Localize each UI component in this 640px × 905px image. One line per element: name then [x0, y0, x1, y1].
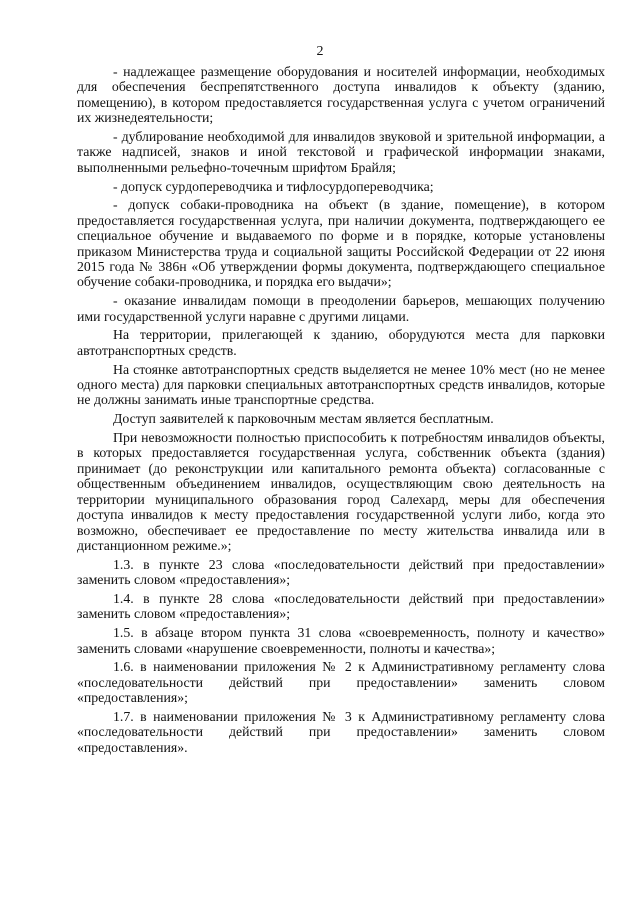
paragraph-sign-interpreter: - допуск сурдопереводчика и тифлосурдопереводчика; [113, 178, 434, 194]
paragraph-item-1-6: 1.6. в наименовании приложения № 2 к Административному регламенту слова «последовательности действий при предоставлении» заменить словом «предоставления»; [77, 659, 605, 706]
paragraph-item-1-3: 1.3. в пункте 23 слова «последовательности действий при предоставлении» заменить словом «предоставления»; [77, 556, 605, 588]
paragraph-parking-area: На территории, прилегающей к зданию, оборудуются места для парковки автотранспортных средств. [77, 327, 605, 358]
paragraph-braille-duplication: - дублирование необходимой для инвалидов звуковой и зрительной информации, а также надписей, знаков и иной текстовой и графической информации знаками, выполненными рельефно-точечным шрифтом Брайля; [77, 129, 605, 175]
paragraph-parking-free: Доступ заявителей к парковочным местам является бесплатным. [113, 411, 494, 427]
paragraph-accessibility-measures: При невозможности полностью приспособить к потребностям инвалидов объекты, в которых предоставляется государственная услуга, собственник объекта (здания) принимает (до реконструкции или капитального ремонта объекта) согласованные с общественным объединением инвалидов, осуществляющим свою деятельность на территории муниципального образования город Салехард, меры для обеспечения доступа инвалидов к месту предоставления государственной услуги либо, когда это возможно, обеспечивает ее предоставление по месту жительства инвалида или в дистанционном режиме.»; [77, 430, 605, 553]
paragraph-guide-dog: - допуск собаки-проводника на объект (в здание, помещение), в котором предоставляется государственная услуга, при наличии документа, подтверждающего ее специальное обучение и выдаваемого по форме и в порядке, которые установлены приказом Министерства труда и социальной защиты Российской Федерации от 22 июня 2015 года № 386н «Об утверждении формы документа, подтверждающего специальное обучение собаки-проводника, и порядка его выдачи»; [77, 197, 605, 290]
paragraph-equipment-placement: - надлежащее размещение оборудования и носителей информации, необходимых для обеспечения беспрепятственного доступа инвалидов к объекту (зданию, помещению), в котором предоставляется государственная услуга с учетом ограничений их жизнедеятельности; [77, 64, 605, 126]
paragraph-item-1-4: 1.4. в пункте 28 слова «последовательности действий при предоставлении» заменить словом «предоставления»; [77, 590, 605, 622]
paragraph-item-1-5: 1.5. в абзаце втором пункта 31 слова «своевременность, полноту и качество» заменить словами «нарушение своевременности, полноты и качества»; [77, 625, 605, 656]
document-body [77, 64, 605, 759]
paragraph-item-1-7: 1.7. в наименовании приложения № 3 к Административному регламенту слова «последовательности действий при предоставлении» заменить словом «предоставления». [77, 708, 605, 755]
paragraph-parking-share: На стоянке автотранспортных средств выделяется не менее 10% мест (но не менее одного места) для парковки специальных автотранспортных средств инвалидов, которые не должны занимать иные транспортные средства. [77, 361, 605, 408]
paragraph-barrier-assistance: - оказание инвалидам помощи в преодолении барьеров, мешающих получению ими государственной услуги наравне с другими лицами. [77, 293, 605, 324]
page-number: 2 [316, 44, 324, 59]
